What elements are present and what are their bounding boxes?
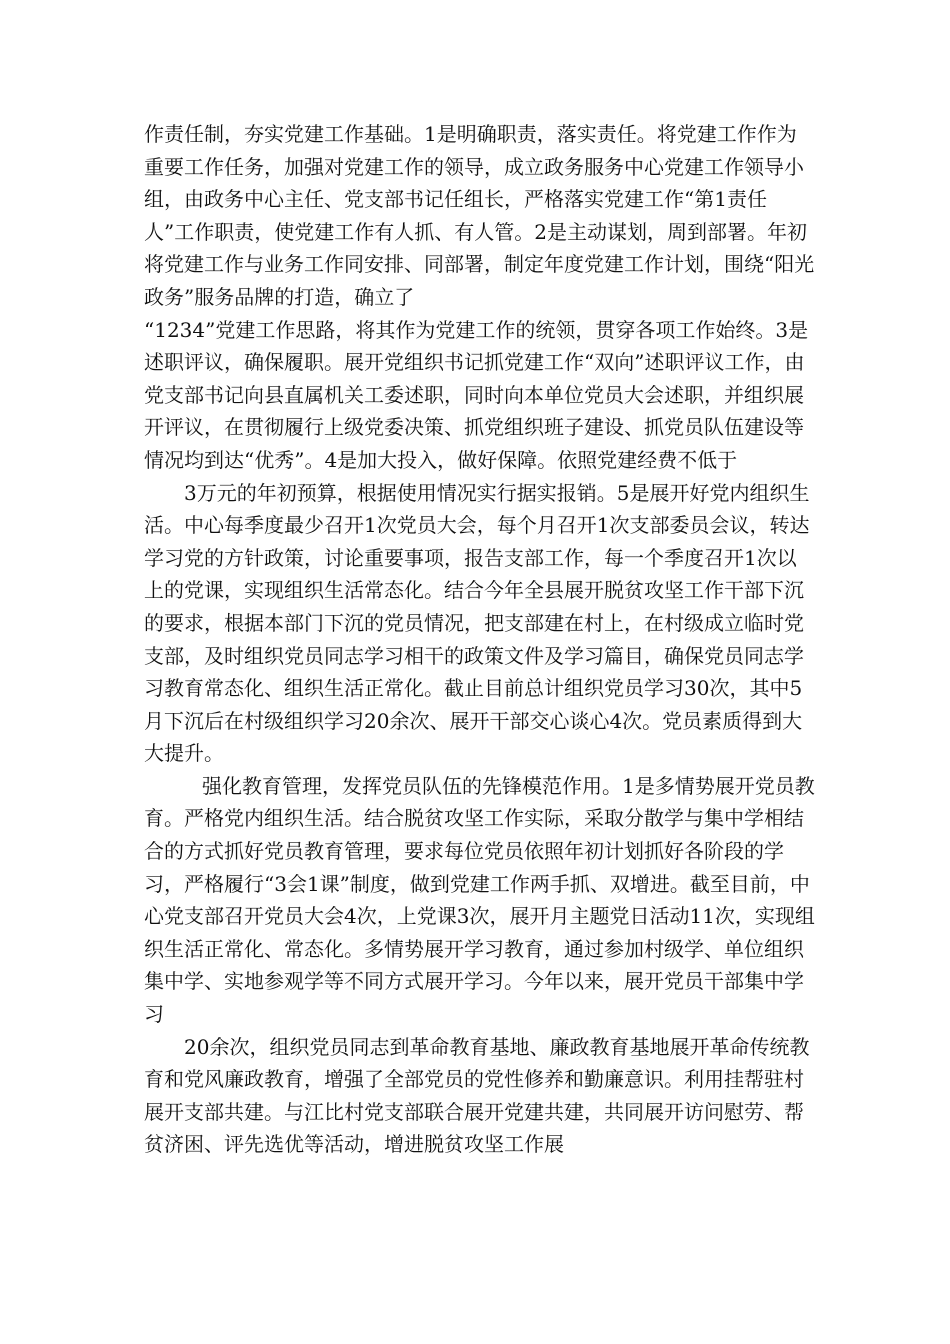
paragraph-2: 3万元的年初预算，根据使用情况实行据实报销。5是展开好党内组织生活。中心每季度最少召开1次党员大会，每个月召开1次支部委员会议，转达学习党的方针政策，讨论重要事项，报告支部工作，每一个季度召开1次以上的党课，实现组织生活常态化。结合今年全县展开脱贫攻坚工作干部下沉的要求，根据本部门下沉的党员情况，把支部建在村上，在村级成立临时党支部，及时组织党员同志学习相干的政策文件及学习篇目，确保党员同志学习教育常态化、组织生活正常化。截止目前总计组织党员学习30次，其中5月下沉后在村级组织学习20余次、展开干部交心谈心4次。党员素质得到大大提升。 (144, 480, 810, 766)
paragraph-4: 20余次，组织党员同志到革命教育基地、廉政教育基地展开革命传统教育和党风廉政教育，增强了全部党员的党性修养和勤廉意识。利用挂帮驻村展开支部共建。与江比村党支部联合展开党建共建，共同展开访问慰劳、帮贫济困、评先选优等活动，增进脱贫攻坚工作展 (144, 1034, 810, 1157)
paragraph-3: 强化教育管理，发挥党员队伍的先锋模范作用。1是多情势展开党员教育。严格党内组织生活。结合脱贫攻坚工作实际，采取分散学与集中学相结合的方式抓好党员教育管理，要求每位党员依照年初计划抓好各阶段的学习，严格履行“3会1课”制度，做到党建工作两手抓、双增进。截至目前，中心党支部召开党员大会4次，上党课3次，展开月主题党日活动11次，实现组织生活正常化、常态化。多情势展开学习教育，通过参加村级学、单位组织集中学、实地参观学等不同方式展开学习。今年以来，展开党员干部集中学习 (144, 773, 815, 1027)
document-body (144, 118, 816, 1161)
paragraph-1: 作责任制，夯实党建工作基础。1是明确职责，落实责任。将党建工作作为重要工作任务，加强对党建工作的领导，成立政务服务中心党建工作领导小组，由政务中心主任、党支部书记任组长，严格落实党建工作“第1责任人”工作职责，使党建工作有人抓、有人管。2是主动谋划，周到部署。年初将党建工作与业务工作同安排、同部署，制定年度党建工作计划，围绕“阳光政务”服务品牌的打造，确立了 “1234”党建工作思路，将其作为党建工作的统领，贯穿各项工作始终。3是述职评议，确保履职。展开党组织书记抓党建工作“双向”述职评议工作，由党支部书记向县直属机关工委述职，同时向本单位党员大会述职，并组织展开评议，在贯彻履行上级党委决策、抓党组织班子建设、抓党员队伍建设等情况均到达“优秀”。4是加大投入，做好保障。依照党建经费不低于 (144, 122, 815, 472)
